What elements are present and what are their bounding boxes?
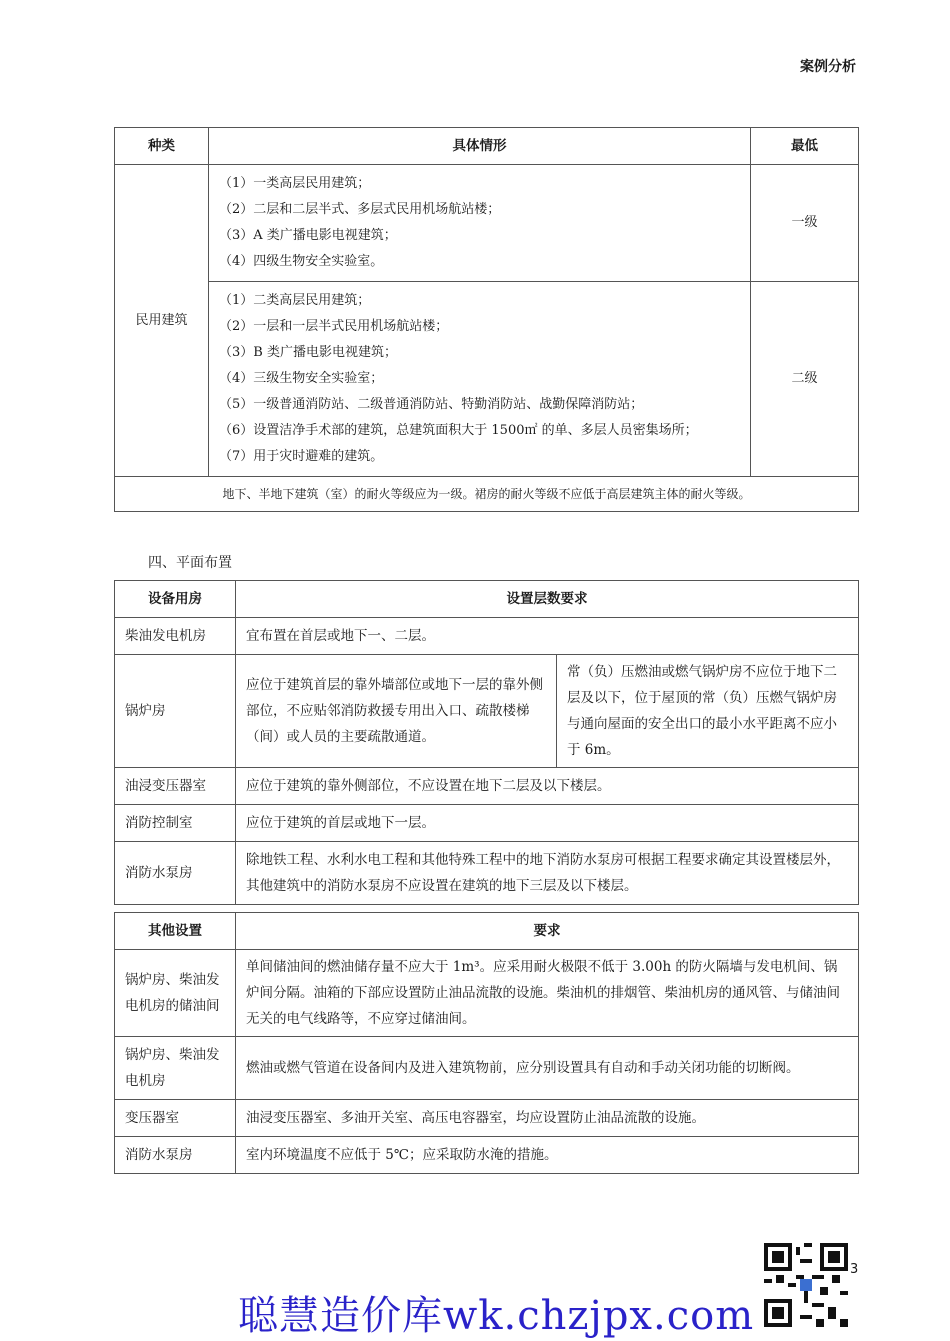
running-header: 案例分析 — [800, 59, 856, 75]
row-req-right: 常（负）压燃油或燃气锅炉房不应位于地下二层及以下，位于屋顶的常（负）压燃气锅炉房与通向屋面的安全出口的最小水平距离不应小于 6m。 — [557, 655, 859, 768]
table-row — [115, 805, 859, 842]
table-row — [115, 1100, 859, 1137]
table-header-row — [115, 128, 859, 165]
list-item: （3）B 类广播电影电视建筑； — [219, 345, 397, 360]
row-name: 消防控制室 — [115, 805, 236, 842]
row-req: 燃油或燃气管道在设备间内及进入建筑物前，应分别设置具有自动和手动关闭功能的切断阀。 — [236, 1037, 859, 1100]
table-row — [115, 655, 859, 768]
table-row — [115, 842, 859, 905]
list-item: （2）二层和二层半式、多层式民用机场航站楼； — [219, 202, 501, 217]
row-req: 除地铁工程、水利水电工程和其他特殊工程中的地下消防水泵房可根据工程要求确定其设置楼层外，其他建筑中的消防水泵房不应设置在建筑的地下三层及以下楼层。 — [236, 842, 859, 905]
table-header-row — [115, 913, 859, 950]
layout-table — [114, 580, 859, 905]
list-item: （1）一类高层民用建筑； — [219, 176, 371, 191]
column-header: 要求 — [236, 913, 859, 950]
row-name: 变压器室 — [115, 1100, 236, 1137]
table-row — [115, 282, 859, 477]
column-header: 其他设置 — [115, 913, 236, 950]
row-req: 单间储油间的燃油储存量不应大于 1m³。应采用耐火极限不低于 3.00h 的防火隔墙与发电机间、锅炉间分隔。油箱的下部应设置防止油品流散的设施。柴油机的排烟管、柴油机房的通风管、与储油间无关的电气线路等，不应穿过储油间。 — [236, 950, 859, 1037]
list-item: （1）二类高层民用建筑； — [219, 293, 371, 308]
row-name: 锅炉房、柴油发电机房的储油间 — [115, 950, 236, 1037]
column-header: 设置层数要求 — [236, 581, 859, 618]
list-item: （5）一级普通消防站、二级普通消防站、特勤消防站、战勤保障消防站； — [219, 397, 644, 412]
list-item: （3）A 类广播电影电视建筑； — [219, 228, 397, 243]
watermark-text: 聪慧造价库wk.chzjpx.com — [238, 1293, 755, 1339]
list-item: （4）四级生物安全实验室。 — [219, 254, 384, 269]
page-number: 3 — [850, 1262, 859, 1277]
row-name: 消防水泵房 — [115, 842, 236, 905]
list-item: （2）一层和一层半式民用机场航站楼； — [219, 319, 449, 334]
criteria-cell — [209, 282, 751, 477]
row-req: 应位于建筑的靠外侧部位，不应设置在地下二层及以下楼层。 — [236, 768, 859, 805]
other-settings-table — [114, 912, 859, 1174]
table-row — [115, 618, 859, 655]
row-name: 消防水泵房 — [115, 1137, 236, 1174]
column-header: 设备用房 — [115, 581, 236, 618]
table-row — [115, 165, 859, 282]
row-name: 油浸变压器室 — [115, 768, 236, 805]
criteria-cell — [209, 165, 751, 282]
table-row — [115, 1037, 859, 1100]
row-name: 锅炉房、柴油发电机房 — [115, 1037, 236, 1100]
table-row — [115, 1137, 859, 1174]
list-item: （7）用于灾时避难的建筑。 — [219, 449, 384, 464]
row-req: 应位于建筑的首层或地下一层。 — [236, 805, 859, 842]
column-header: 具体情形 — [209, 128, 751, 165]
row-name: 柴油发电机房 — [115, 618, 236, 655]
table-note: 地下、半地下建筑（室）的耐火等级应为一级。裙房的耐火等级不应低于高层建筑主体的耐火等级。 — [115, 477, 859, 512]
section-title: 四、平面布置 — [148, 555, 232, 571]
level-cell: 一级 — [751, 165, 859, 282]
qr-code-icon — [764, 1243, 848, 1327]
row-req: 室内环境温度不应低于 5℃；应采取防水淹的措施。 — [236, 1137, 859, 1174]
list-item: （6）设置洁净手术部的建筑，总建筑面积大于 1500㎡ 的单、多层人员密集场所； — [219, 423, 698, 438]
row-req: 油浸变压器室、多油开关室、高压电容器室，均应设置防止油品流散的设施。 — [236, 1100, 859, 1137]
level-cell: 二级 — [751, 282, 859, 477]
list-item: （4）三级生物安全实验室； — [219, 371, 384, 386]
table-row — [115, 768, 859, 805]
column-header: 种类 — [115, 128, 209, 165]
row-name: 锅炉房 — [115, 655, 236, 768]
table-row — [115, 477, 859, 512]
fire-resistance-table — [114, 127, 859, 512]
table-row — [115, 950, 859, 1037]
row-req-left: 应位于建筑首层的靠外墙部位或地下一层的靠外侧部位，不应贴邻消防救援专用出入口、疏散楼梯（间）或人员的主要疏散通道。 — [236, 655, 557, 768]
column-header: 最低 — [751, 128, 859, 165]
row-req: 宜布置在首层或地下一、二层。 — [236, 618, 859, 655]
table-header-row — [115, 581, 859, 618]
category-cell: 民用建筑 — [115, 165, 209, 477]
